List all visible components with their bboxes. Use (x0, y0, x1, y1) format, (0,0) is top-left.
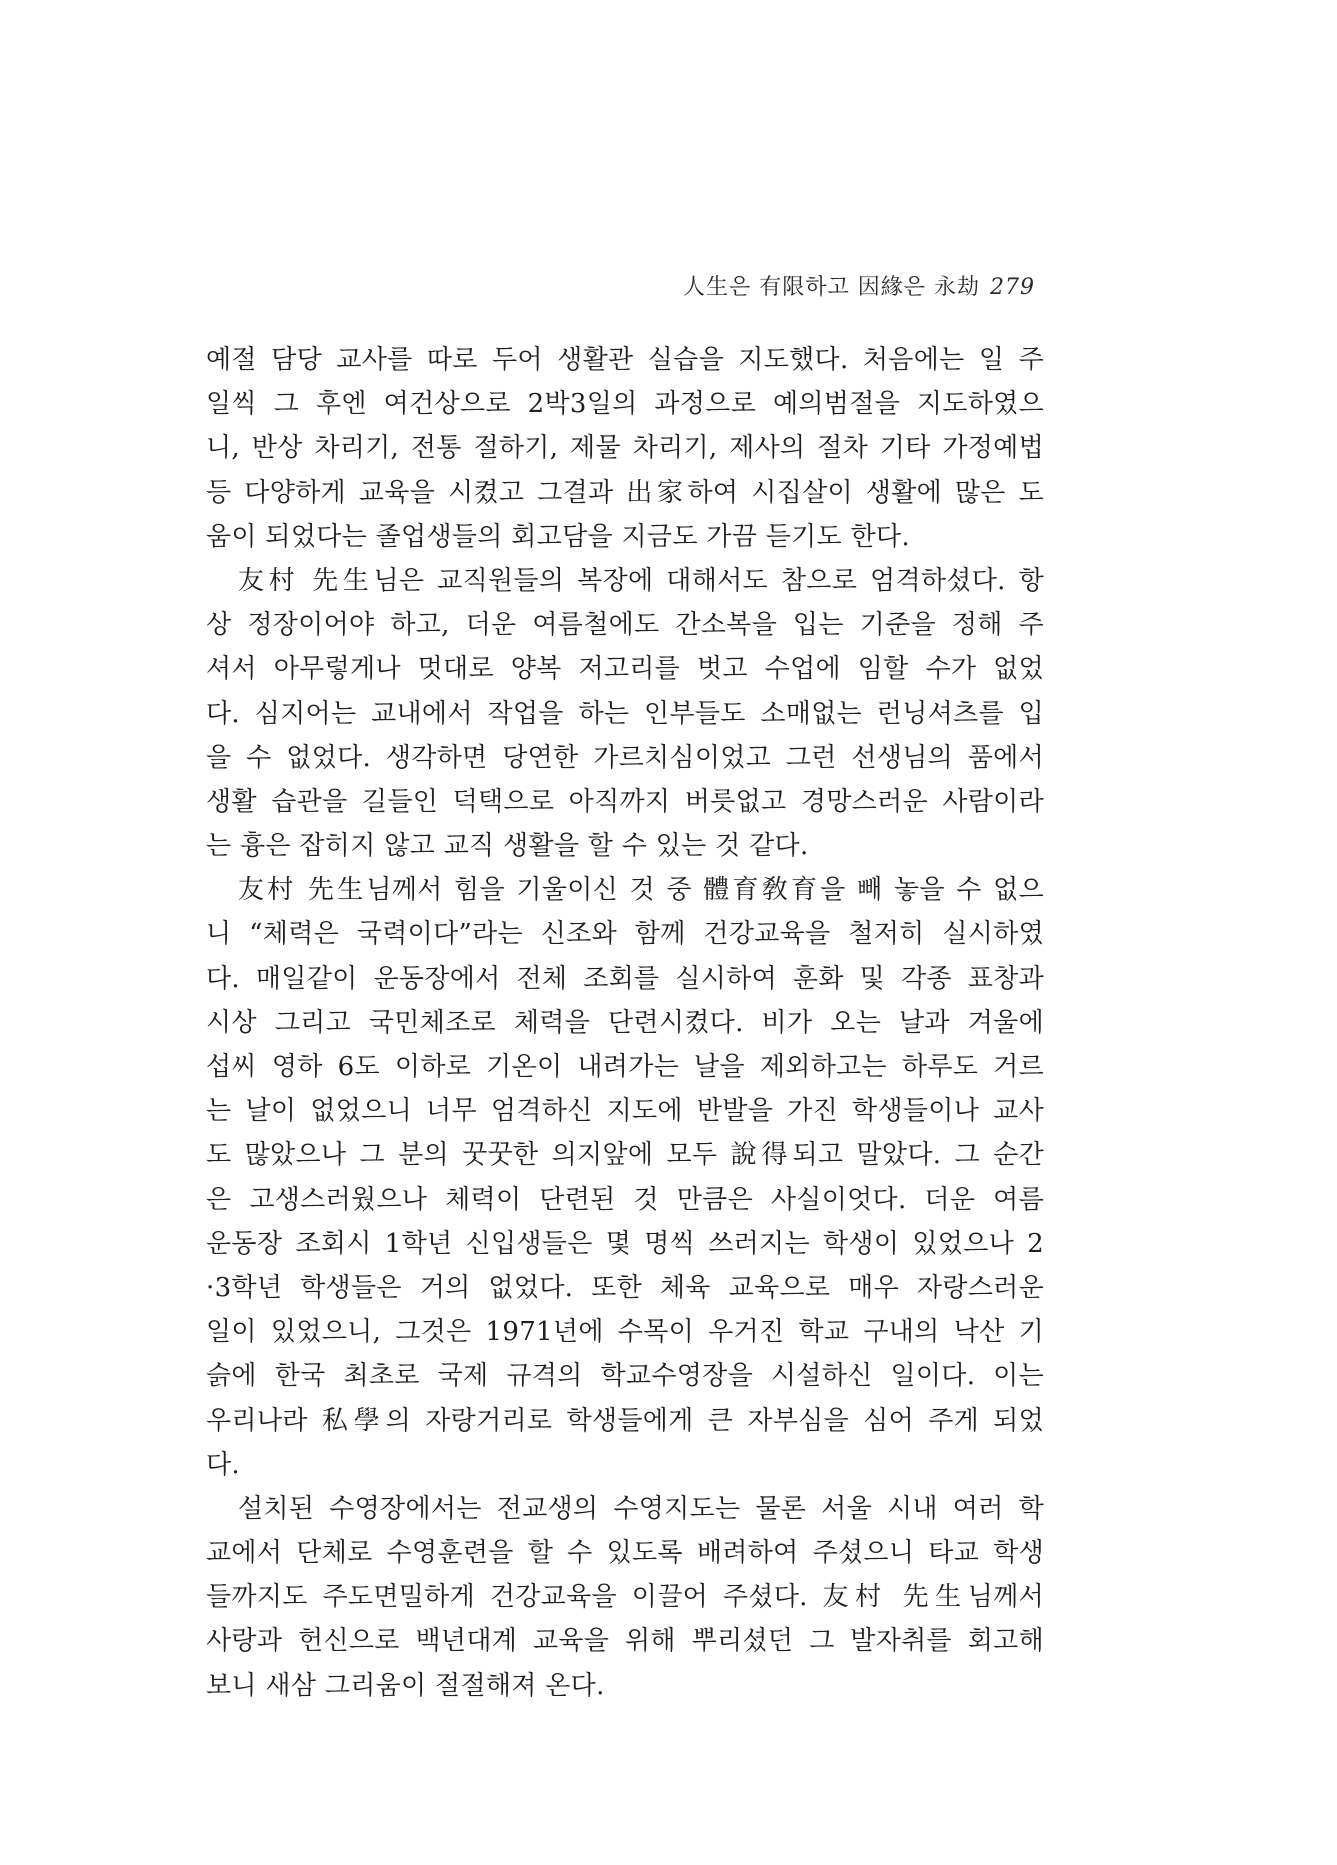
text-line: 일씩 그 후엔 여건상으로 2박3일의 과정으로 예의범절을 지도하였으 (206, 389, 1044, 420)
text-line: 다. 매일같이 운동장에서 전체 조회를 실시하여 훈화 및 각종 표창과 (206, 963, 1044, 994)
text-line: 생활 습관을 길들인 덕택으로 아직까지 버릇없고 경망스러운 사람이라 (206, 786, 1044, 817)
text-line: 는 흉은 잡히지 않고 교직 생활을 할 수 있는 것 같다. (206, 831, 809, 862)
text-line: ·3학년 학생들은 거의 없었다. 또한 체육 교육으로 매우 자랑스러운 (206, 1272, 1044, 1303)
text-line: 사랑과 헌신으로 백년대계 교육을 위해 뿌리셨던 그 발자취를 회고해 (206, 1626, 1044, 1657)
body-text (206, 338, 1044, 1708)
paragraph-1 (206, 338, 1044, 559)
text-line: 도 많았으나 그 분의 꿋꿋한 의지앞에 모두 說得되고 말았다. 그 순간 (206, 1140, 1044, 1171)
text-line: 友村 先生님은 교직원들의 복장에 대해서도 참으로 엄격하셨다. 항 (238, 565, 1044, 596)
text-line: 셔서 아무렇게나 멋대로 양복 저고리를 벗고 수업에 임할 수가 없었 (206, 654, 1044, 685)
text-line: 등 다양하게 교육을 시켰고 그결과 出家하여 시집살이 생활에 많은 도 (206, 477, 1044, 508)
text-line: 니, 반상 차리기, 전통 절하기, 제물 차리기, 제사의 절차 기타 가정예법 (206, 433, 1044, 464)
text-line: 설치된 수영장에서는 전교생의 수영지도는 물론 서울 시내 여러 학 (238, 1493, 1044, 1524)
text-line: 友村 先生님께서 힘을 기울이신 것 중 體育敎育을 빼 놓을 수 없으 (238, 875, 1044, 906)
text-line: 을 수 없었다. 생각하면 당연한 가르치심이었고 그런 선생님의 품에서 (206, 742, 1044, 773)
header-title: 人生은 有限하고 因緣은 永劫 (683, 275, 980, 300)
text-line: 은 고생스러웠으나 체력이 단련된 것 만큼은 사실이엇다. 더운 여름 (206, 1184, 1044, 1215)
text-line: 다. 심지어는 교내에서 작업을 하는 인부들도 소매없는 런닝셔츠를 입 (206, 698, 1044, 729)
page-number: 279 (990, 275, 1035, 300)
text-line: 움이 되었다는 졸업생들의 회고담을 지금도 가끔 듣기도 한다. (206, 521, 910, 552)
text-line: 교에서 단체로 수영훈련을 할 수 있도록 배려하여 주셨으니 타교 학생 (206, 1538, 1044, 1569)
text-line: 다. (206, 1449, 240, 1480)
text-line: 상 정장이어야 하고, 더운 여름철에도 간소복을 입는 기준을 정해 주 (206, 610, 1044, 641)
text-line: 보니 새삼 그리움이 절절해져 온다. (206, 1670, 605, 1701)
text-line: 니 “체력은 국력이다”라는 신조와 함께 건강교육을 철저히 실시하였 (206, 919, 1044, 950)
text-line: 슭에 한국 최초로 국제 규격의 학교수영장을 시설하신 일이다. 이는 (206, 1361, 1044, 1392)
running-header (683, 270, 1035, 301)
text-line: 섭씨 영하 6도 이하로 기온이 내려가는 날을 제외하고는 하루도 거르 (206, 1052, 1044, 1082)
text-line: 는 날이 없었으니 너무 엄격하신 지도에 반발을 가진 학생들이나 교사 (206, 1096, 1044, 1127)
text-line: 예절 담당 교사를 따로 두어 생활관 실습을 지도했다. 처음에는 일 주 (206, 345, 1044, 375)
paragraph-4 (206, 1487, 1044, 1708)
text-line: 시상 그리고 국민체조로 체력을 단련시켰다. 비가 오는 날과 겨울에 (206, 1007, 1044, 1038)
paragraph-3 (206, 868, 1044, 1487)
paragraph-2 (206, 559, 1044, 868)
text-line: 운동장 조회시 1학년 신입생들은 몇 명씩 쓰러지는 학생이 있었으나 2 (206, 1228, 1044, 1259)
text-line: 일이 있었으니, 그것은 1971년에 수목이 우거진 학교 구내의 낙산 기 (206, 1317, 1044, 1348)
text-line: 들까지도 주도면밀하게 건강교육을 이끌어 주셨다. 友村 先生님께서 (206, 1582, 1044, 1613)
text-line: 우리나라 私學의 자랑거리로 학생들에게 큰 자부심을 심어 주게 되었 (206, 1405, 1044, 1436)
